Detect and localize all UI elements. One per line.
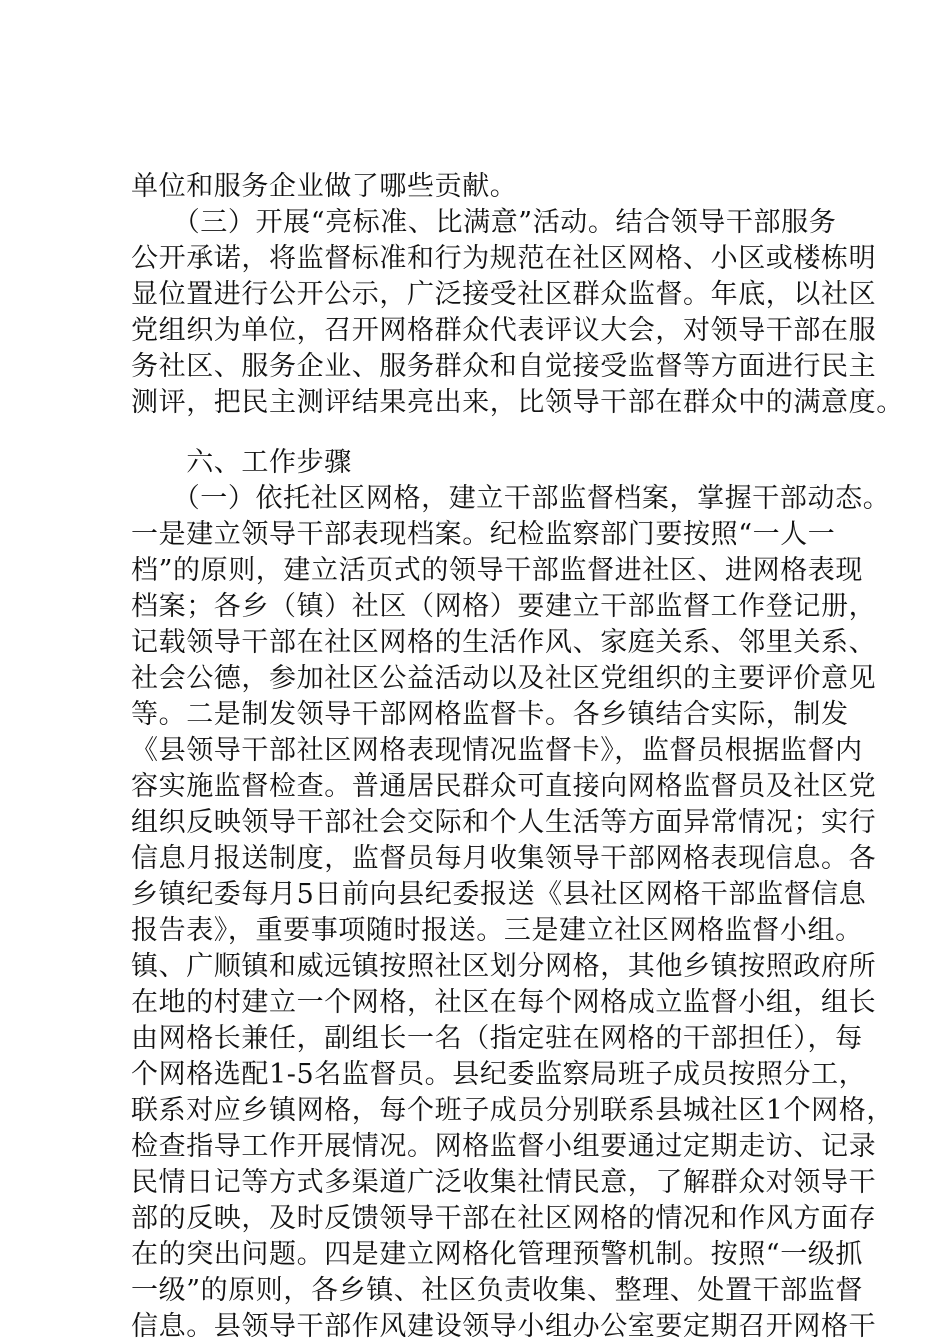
body-text-line: 组织反映领导干部社会交际和个人生活等方面异常情况；实行 [131, 807, 877, 838]
body-text-line: 党组织为单位，召开网格群众代表评议大会，对领导干部在服 [131, 315, 877, 346]
body-text-line: 公开承诺，将监督标准和行为规范在社区网格、小区或楼栋明 [131, 243, 877, 274]
body-text-line: 在的突出问题。四是建立网格化管理预警机制。按照“一级抓 [131, 1239, 864, 1270]
body-text-line: 信息月报送制度，监督员每月收集领导干部网格表现信息。各 [131, 843, 877, 874]
body-text-line: 报告表》，重要事项随时报送。三是建立社区网格监督小组。 [131, 915, 863, 946]
body-text-line: 部的反映，及时反馈领导干部在社区网格的情况和作风方面存 [131, 1203, 877, 1234]
body-text-line: 测评，把民主测评结果亮出来，比领导干部在群众中的满意度。 [131, 387, 904, 418]
body-text-line: 社会公德，参加社区公益活动以及社区党组织的主要评价意见 [131, 663, 877, 694]
body-text-line: 联系对应乡镇网格，每个班子成员分别联系县城社区1个网格， [131, 1095, 894, 1126]
body-text-line: 一是建立领导干部表现档案。纪检监察部门要按照“一人一 [131, 519, 836, 550]
body-text-line: 镇、广顺镇和威远镇按照社区划分网格，其他乡镇按照政府所 [131, 951, 877, 982]
body-text-line: 《县领导干部社区网格表现情况监督卡》，监督员根据监督内 [131, 735, 863, 766]
body-text-line: 民情日记等方式多渠道广泛收集社情民意，了解群众对领导干 [131, 1167, 877, 1198]
body-text-line: 检查指导工作开展情况。网格监督小组要通过定期走访、记录 [131, 1131, 877, 1162]
body-text-line: 等。二是制发领导干部网格监督卡。各乡镇结合实际，制发 [131, 699, 849, 730]
body-text-line: 容实施监督检查。普通居民群众可直接向网格监督员及社区党 [131, 771, 877, 802]
body-text-line: 在地的村建立一个网格，社区在每个网格成立监督小组，组长 [131, 987, 877, 1018]
body-text-line: 务社区、服务企业、服务群众和自觉接受监督等方面进行民主 [131, 351, 877, 382]
body-text-line: 记载领导干部在社区网格的生活作风、家庭关系、邻里关系、 [131, 627, 877, 658]
body-text-line: 档案；各乡（镇）社区（网格）要建立干部监督工作登记册， [131, 591, 877, 622]
body-text-line: 由网格长兼任，副组长一名（指定驻在网格的干部担任），每 [131, 1023, 863, 1054]
body-text-line: 一级”的原则，各乡镇、社区负责收集、整理、处置干部监督 [131, 1275, 864, 1306]
body-text-line: （一）依托社区网格，建立干部监督档案，掌握干部动态。 [131, 483, 891, 514]
section-heading: 六、工作步骤 [131, 447, 352, 478]
body-text-line: 信息。县领导干部作风建设领导小组办公室要定期召开网格干 [131, 1311, 877, 1342]
body-text-line: 乡镇纪委每月5日前向县纪委报送《县社区网格干部监督信息 [131, 879, 867, 910]
body-text-line: 个网格选配1-5名监督员。县纪委监察局班子成员按照分工， [131, 1059, 867, 1090]
body-text-line: 显位置进行公开公示，广泛接受社区群众监督。年底，以社区 [131, 279, 877, 310]
body-text-line: （三）开展“亮标准、比满意”活动。结合领导干部服务 [131, 207, 837, 238]
body-text-line: 单位和服务企业做了哪些贡献。 [131, 171, 518, 202]
body-text-line: 档”的原则，建立活页式的领导干部监督进社区、进网格表现 [131, 555, 864, 586]
